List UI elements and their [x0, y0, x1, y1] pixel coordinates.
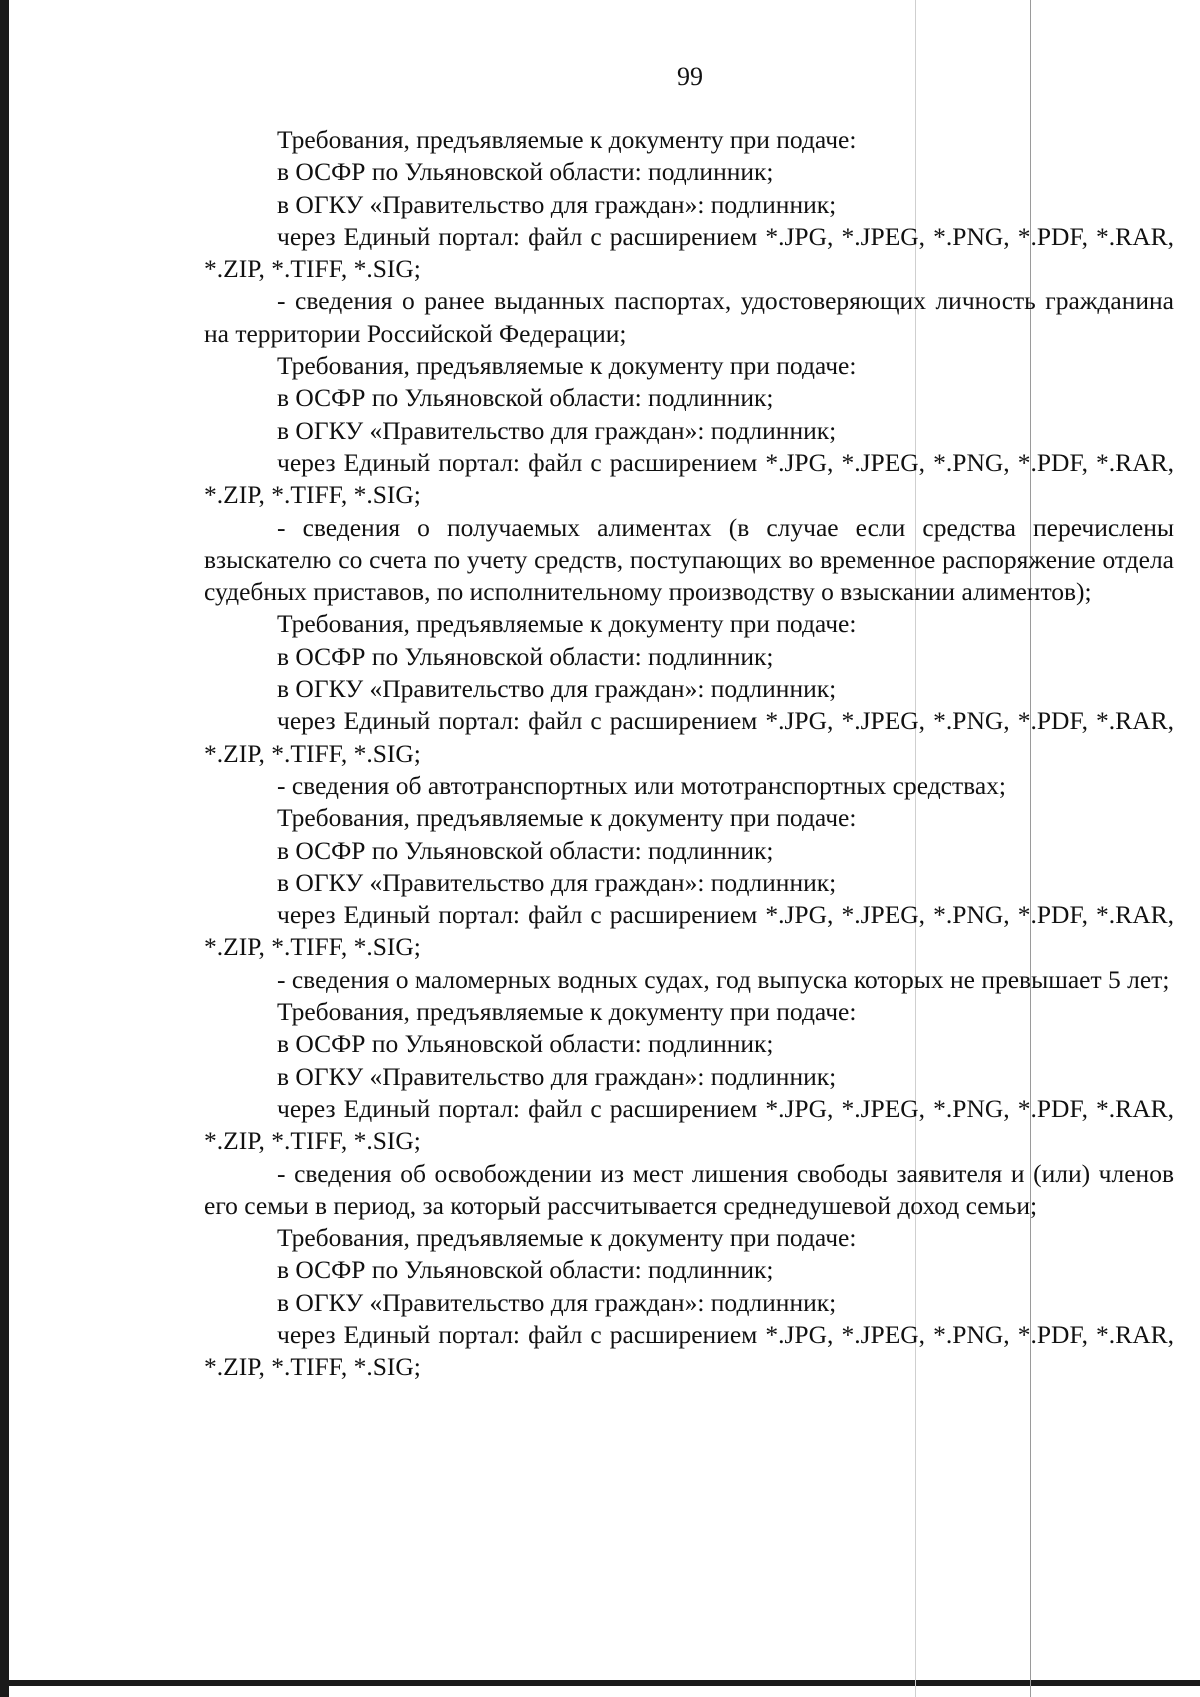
paragraph: - сведения об автотранспортных или мототранспортных средствах;: [277, 770, 1006, 800]
paragraph: в ОГКУ «Правительство для граждан»: подлинник;: [277, 1061, 837, 1091]
document-body: [204, 124, 1174, 1384]
paragraph: - сведения о ранее выданных паспортах, удостоверяющих личность гражданина на территории Российской Федерации;: [204, 286, 1174, 348]
paragraph: в ОСФР по Ульяновской области: подлинник;: [277, 1255, 774, 1285]
paragraph: Требования, предъявляемые к документу при подаче:: [277, 125, 857, 154]
paragraph: - сведения о маломерных водных судах, год выпуска которых не превышает 5 лет;: [277, 964, 1170, 994]
paragraph: в ОСФР по Ульяновской области: подлинник;: [277, 835, 774, 865]
paragraph: Требования, предъявляемые к документу при подаче:: [277, 351, 857, 381]
paragraph: в ОСФР по Ульяновской области: подлинник;: [277, 383, 774, 413]
paragraph: - сведения о получаемых алиментах (в случае если средства перечислены взыскателю со счета по учету средств, поступающих во временное распоряжение отдела судебных приставов, по исполнительному производству о взыскании алиментов);: [204, 512, 1174, 607]
paragraph: в ОСФР по Ульяновской области: подлинник;: [277, 1029, 774, 1059]
paragraph: через Единый портал: файл с расширением *.JPG, *.JPEG, *.PNG, *.PDF, *.RAR, *.ZIP, *.TIFF, *.SIG;: [204, 1093, 1174, 1156]
paragraph: через Единый портал: файл с расширением *.JPG, *.JPEG, *.PNG, *.PDF, *.RAR, *.ZIP, *.TIFF, *.SIG;: [204, 706, 1174, 768]
paragraph: через Единый портал: файл с расширением *.JPG, *.JPEG, *.PNG, *.PDF, *.RAR, *.ZIP, *.TIFF, *.SIG;: [204, 900, 1174, 962]
paragraph: - сведения об освобождении из мест лишения свободы заявителя и (или) членов его семьи в период, за который рассчитывается среднедушевой доход семьи;: [204, 1158, 1174, 1220]
paragraph: в ОГКУ «Правительство для граждан»: подлинник;: [277, 189, 837, 219]
paragraph: в ОГКУ «Правительство для граждан»: подлинник;: [277, 1287, 837, 1317]
scan-border-left: [0, 0, 9, 1697]
paragraph: Требования, предъявляемые к документу при подаче:: [277, 997, 857, 1027]
paragraph: Требования, предъявляемые к документу при подаче:: [277, 803, 857, 833]
paragraph: через Единый портал: файл с расширением *.JPG, *.JPEG, *.PNG, *.PDF, *.RAR, *.ZIP, *.TIFF, *.SIG;: [204, 221, 1174, 284]
paragraph: в ОСФР по Ульяновской области: подлинник;: [277, 157, 774, 187]
paragraph: Требования, предъявляемые к документу при подаче:: [277, 1223, 857, 1253]
page-number: 99: [677, 62, 703, 91]
paragraph: в ОСФР по Ульяновской области: подлинник;: [277, 641, 774, 671]
paragraph: в ОГКУ «Правительство для граждан»: подлинник;: [277, 674, 837, 704]
paragraph: через Единый портал: файл с расширением *.JPG, *.JPEG, *.PNG, *.PDF, *.RAR, *.ZIP, *.TIFF, *.SIG;: [204, 1319, 1174, 1382]
scan-border-bottom: [0, 1680, 1200, 1686]
paragraph: Требования, предъявляемые к документу при подаче:: [277, 609, 857, 639]
paragraph: в ОГКУ «Правительство для граждан»: подлинник;: [277, 415, 837, 445]
paragraph: через Единый портал: файл с расширением *.JPG, *.JPEG, *.PNG, *.PDF, *.RAR, *.ZIP, *.TIFF, *.SIG;: [204, 447, 1174, 510]
paragraph: в ОГКУ «Правительство для граждан»: подлинник;: [277, 867, 837, 897]
